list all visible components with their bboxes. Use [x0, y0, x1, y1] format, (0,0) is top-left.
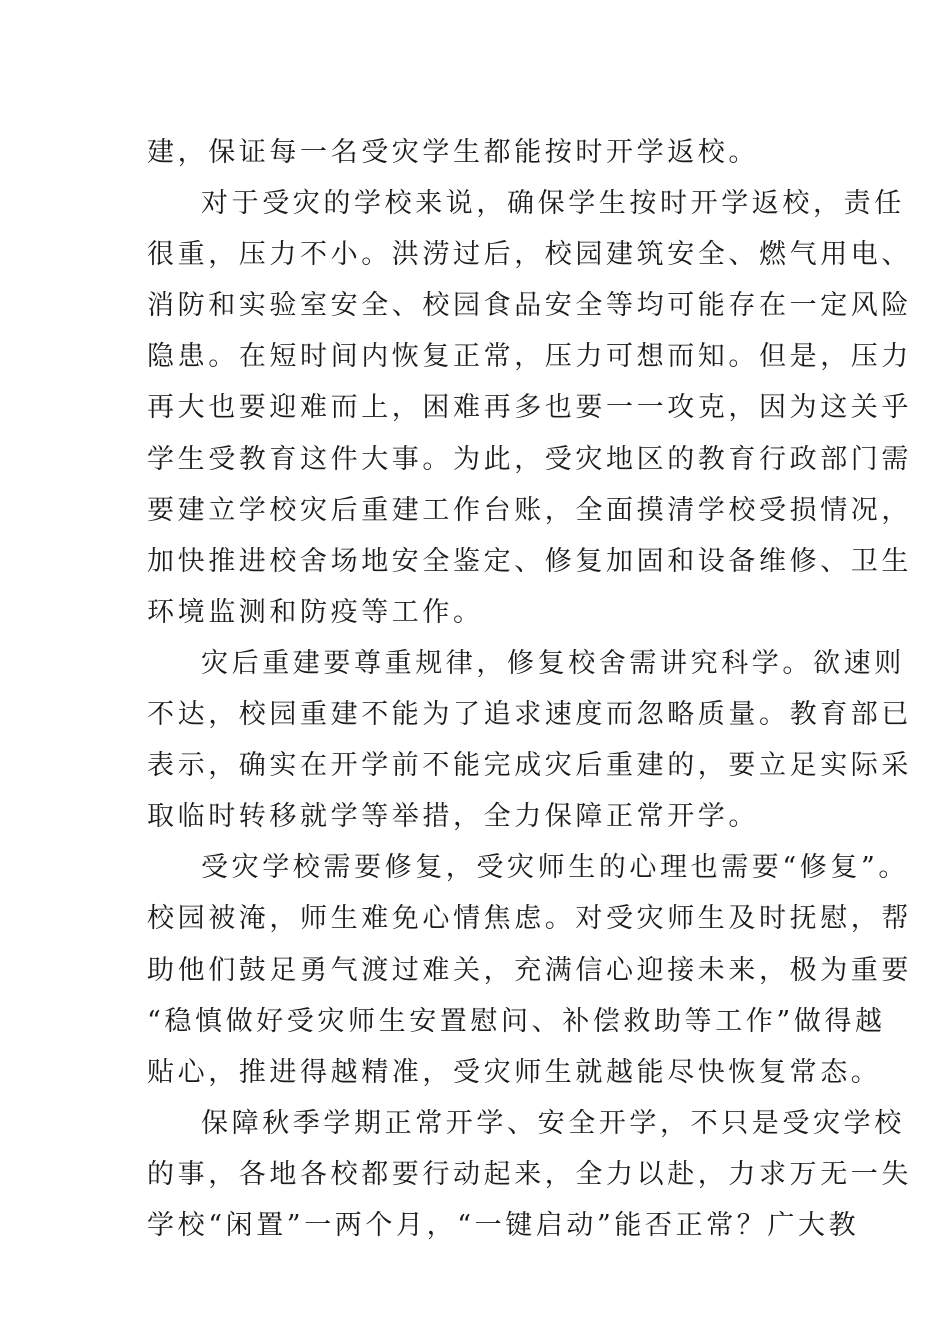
document-body — [147, 127, 912, 1251]
text-line: 隐患。在短时间内恢复正常，压力可想而知。但是，压力 — [147, 341, 912, 373]
text-line: 保障秋季学期正常开学、安全开学，不只是受灾学校 — [201, 1107, 905, 1139]
text-line: 贴心，推进得越精准，受灾师生就越能尽快恢复常态。 — [147, 1056, 882, 1088]
text-line: 建，保证每一名受灾学生都能按时开学返校。 — [147, 137, 759, 168]
text-line: 加快推进校舍场地安全鉴定、修复加固和设备维修、卫生 — [147, 545, 912, 577]
text-line: 环境监测和防疫等工作。 — [147, 596, 484, 628]
text-line: 对于受灾的学校来说，确保学生按时开学返校，责任 — [201, 188, 905, 220]
text-line: 受灾学校需要修复，受灾师生的心理也需要“修复”。 — [201, 852, 910, 884]
text-line: 取临时转移就学等举措，全力保障正常开学。 — [147, 801, 759, 833]
text-line: 学生受教育这件大事。为此，受灾地区的教育行政部门需 — [147, 443, 912, 475]
text-line: 要建立学校灾后重建工作台账，全面摸清学校受损情况， — [147, 494, 912, 526]
text-line: 学校“闲置”一两个月，“一键启动”能否正常？广大教 — [147, 1209, 860, 1241]
text-line: 很重，压力不小。洪涝过后，校园建筑安全、燃气用电、 — [147, 239, 912, 271]
text-line: 助他们鼓足勇气渡过难关，充满信心迎接未来，极为重要 — [147, 954, 912, 986]
text-line: 灾后重建要尊重规律，修复校舍需讲究科学。欲速则 — [201, 647, 905, 679]
text-line: 表示，确实在开学前不能完成灾后重建的，要立足实际采 — [147, 750, 912, 782]
text-line: 的事，各地各校都要行动起来，全力以赴，力求万无一失 — [147, 1158, 912, 1190]
text-line: “稳慎做好受灾师生安置慰问、补偿救助等工作”做得越 — [147, 1005, 886, 1037]
text-line: 消防和实验室安全、校园食品安全等均可能存在一定风险 — [147, 290, 912, 322]
text-line: 校园被淹，师生难免心情焦虑。对受灾师生及时抚慰，帮 — [147, 903, 912, 935]
text-line: 不达，校园重建不能为了追求速度而忽略质量。教育部已 — [147, 699, 912, 731]
text-line: 再大也要迎难而上，困难再多也要一一攻克，因为这关乎 — [147, 392, 912, 424]
